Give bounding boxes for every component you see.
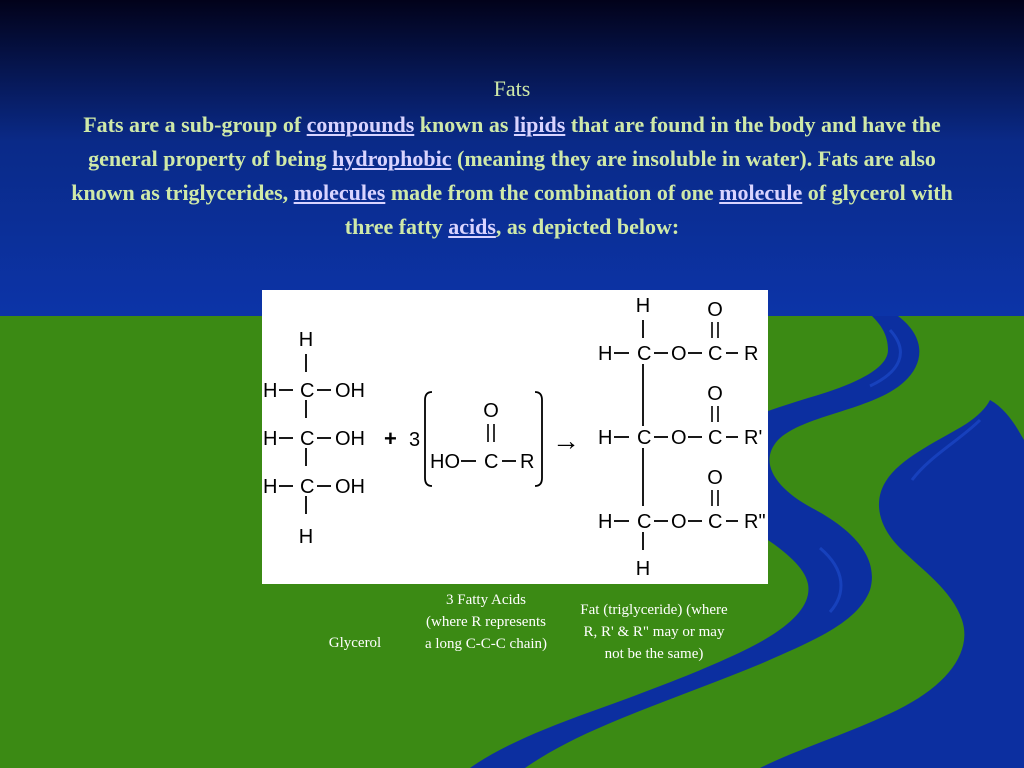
- glycerol-row3-h: H: [263, 476, 278, 498]
- fat-row3-c: C: [637, 511, 652, 533]
- fat-row3-r: R": [744, 511, 766, 533]
- fat-row3-o: O: [671, 511, 687, 533]
- link-compounds[interactable]: compounds: [306, 112, 415, 137]
- fat-row3-c2: C: [708, 511, 723, 533]
- fat-row1-r: R: [744, 343, 759, 365]
- body-text-segment: of glycerol with three fatty: [344, 180, 953, 239]
- fat-row2-r: R': [744, 427, 763, 449]
- caption-glycerol: Glycerol: [328, 635, 382, 651]
- glycerol-bottom-h: H: [298, 526, 314, 548]
- fat-row1-o: O: [671, 343, 687, 365]
- body-text-segment: (meaning they are insoluble in water). Fats are also known as triglycerides,: [71, 146, 936, 205]
- reaction-arrow: →: [552, 425, 580, 456]
- fat-row3-carbonyl-o: O: [707, 467, 723, 489]
- fat-top-h: H: [635, 295, 651, 317]
- slide-title: Fats: [493, 76, 531, 101]
- glycerol-top-h: H: [298, 329, 314, 351]
- caption-fat: Fat (triglyceride) (where R, R' & R" may or may not be the same): [580, 602, 728, 662]
- fat-row2-carbonyl-o: O: [707, 383, 723, 405]
- fat-row2-h: H: [598, 427, 613, 449]
- reaction-diagram: [262, 290, 768, 584]
- fat-row1-c: C: [637, 343, 652, 365]
- fatty-acid-structure: [425, 392, 542, 486]
- glycerol-row1-h: H: [263, 380, 278, 402]
- fat-row2-c: C: [637, 427, 652, 449]
- body-text-segment: made from the combination of one: [385, 180, 720, 205]
- right-bracket: [535, 392, 542, 486]
- link-molecule[interactable]: molecule: [719, 180, 803, 205]
- fat-bottom-h: H: [635, 558, 651, 580]
- glycerol-structure: [263, 329, 365, 548]
- fat-row1-carbonyl-o: O: [707, 299, 723, 321]
- glycerol-row2-oh: OH: [335, 428, 365, 450]
- link-lipids[interactable]: lipids: [513, 112, 566, 137]
- glycerol-row2-c: C: [300, 428, 315, 450]
- triglyceride-structure: [598, 295, 766, 580]
- fat-row1-h: H: [598, 343, 613, 365]
- glycerol-row1-oh: OH: [335, 380, 365, 402]
- fat-row2-o: O: [671, 427, 687, 449]
- fatty-acid-c: C: [484, 451, 499, 473]
- caption-fatty-acids: 3 Fatty Acids (where R represents a long C-C-C chain): [424, 592, 548, 652]
- fat-row2-c2: C: [708, 427, 723, 449]
- fatty-acid-oxygen: O: [483, 400, 499, 422]
- slide-body-text: [62, 108, 962, 244]
- body-text-segment: known as: [414, 112, 514, 137]
- link-molecules[interactable]: molecules: [293, 180, 386, 205]
- glycerol-row2-h: H: [263, 428, 278, 450]
- glycerol-row1-c: C: [300, 380, 315, 402]
- fatty-acid-r: R: [520, 451, 535, 473]
- link-acids[interactable]: acids: [448, 214, 496, 239]
- fat-row3-h: H: [598, 511, 613, 533]
- glycerol-row3-c: C: [300, 476, 315, 498]
- body-text-segment: that are found in the body and have the general property of being: [88, 112, 941, 171]
- coefficient: 3: [409, 429, 421, 451]
- plus-sign: +: [384, 426, 397, 451]
- glycerol-row3-oh: OH: [335, 476, 365, 498]
- body-text-segment: Fats are a sub-group of: [83, 112, 307, 137]
- body-text-segment: , as depicted below:: [495, 214, 680, 239]
- link-hydrophobic[interactable]: hydrophobic: [332, 146, 452, 171]
- fat-row1-c2: C: [708, 343, 723, 365]
- fatty-acid-ho: HO: [430, 451, 460, 473]
